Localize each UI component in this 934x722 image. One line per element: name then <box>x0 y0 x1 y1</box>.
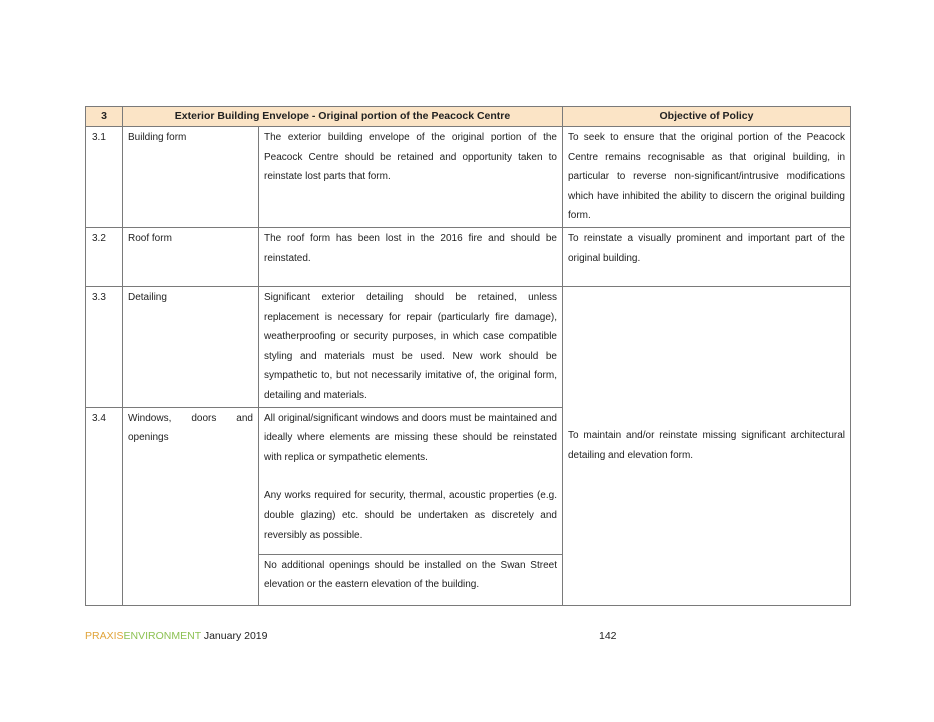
section-title: Exterior Building Envelope - Original portion of the Peacock Centre <box>123 107 563 127</box>
page-number: 142 <box>599 630 617 642</box>
policy-paragraph: All original/significant windows and doors must be maintained and ideally where elements are missing these should be reinstated with replica or sympathetic elements. <box>264 412 557 463</box>
row-number: 3.4 <box>86 407 123 605</box>
policy-paragraph: Any works required for security, thermal, acoustic properties (e.g. double glazing) etc. should be undertaken as discretely and reversibly as possible. <box>264 490 557 541</box>
table-row <box>86 227 851 286</box>
policy-table <box>85 106 851 606</box>
paragraph-spacer <box>264 467 557 486</box>
row-topic <box>123 407 259 605</box>
footer-date: January 2019 <box>203 630 268 642</box>
row-policy: The roof form has been lost in the 2016 fire and should be reinstated. <box>259 227 563 286</box>
brand-praxis: PRAXIS <box>85 630 124 642</box>
row-number: 3.3 <box>86 286 123 407</box>
brand-environment: ENVIRONMENT <box>123 630 201 642</box>
shared-objective <box>563 286 851 605</box>
table-row <box>86 286 851 407</box>
row-policy: Significant exterior detailing should be retained, unless replacement is necessary for repair (particularly fire damage), weatherproofing or security purposes, in which case compatible styling and materials must be used. New work should be sympathetic to, but not necessarily imitative of, the original form, detailing and materials. <box>259 286 563 407</box>
row-objective: To reinstate a visually prominent and important part of the original building. <box>563 227 851 286</box>
row-topic: Building form <box>123 127 259 228</box>
objective-header: Objective of Policy <box>563 107 851 127</box>
row-topic: Detailing <box>123 286 259 407</box>
policy-paragraph: No additional openings should be installed on the Swan Street elevation or the eastern elevation of the building. <box>264 559 557 591</box>
row-topic: Roof form <box>123 227 259 286</box>
footer-branding <box>85 630 267 642</box>
row-policy: The exterior building envelope of the original portion of the Peacock Centre should be retained and opportunity taken to reinstate lost parts that form. <box>259 127 563 228</box>
row-number: 3.1 <box>86 127 123 228</box>
row-topic-text: Windows, doors and openings <box>128 412 253 444</box>
table-row <box>86 127 851 228</box>
row-number: 3.2 <box>86 227 123 286</box>
row-policy <box>259 407 563 605</box>
section-number: 3 <box>86 107 123 127</box>
table-header-row <box>86 107 851 127</box>
policy-block-2 <box>259 554 562 595</box>
row-objective: To seek to ensure that the original portion of the Peacock Centre remains recognisable as that original building, in particular to reverse non-significant/intrusive modifications which have inhibited the ability to discern the original building form. <box>563 127 851 228</box>
shared-objective-text: To maintain and/or reinstate missing significant architectural detailing and elevation form. <box>568 430 845 461</box>
policy-block-1 <box>259 408 562 554</box>
